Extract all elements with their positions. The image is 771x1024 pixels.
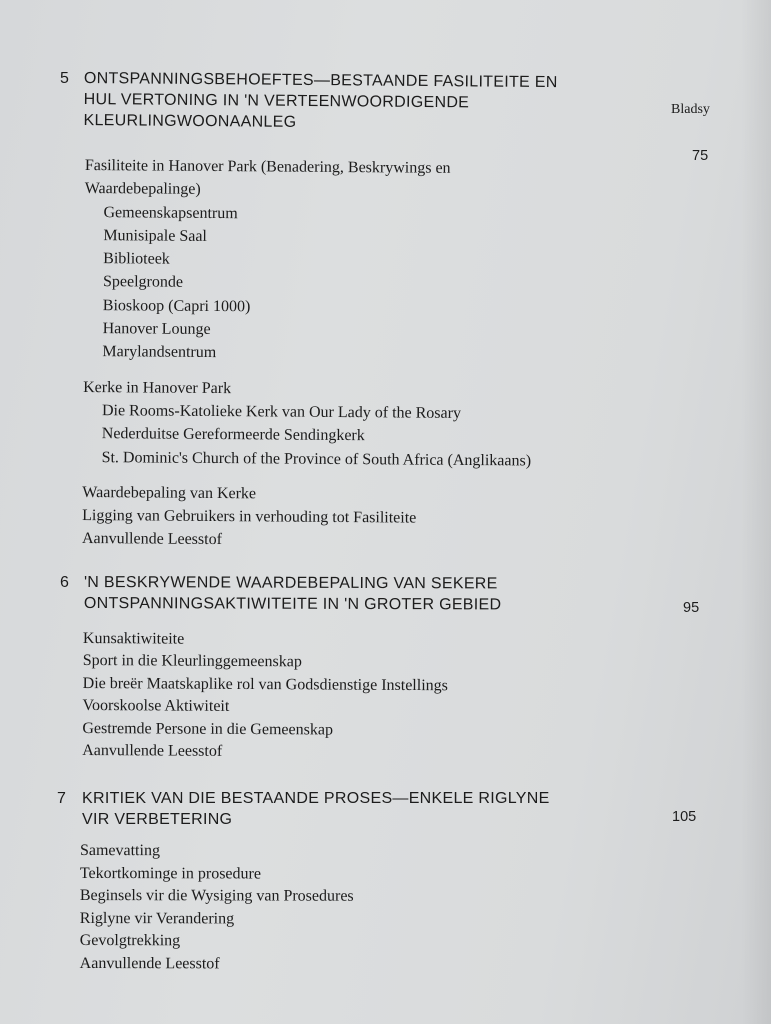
toc-entry: Fasiliteite in Hanover Park (Benadering, Beskrywings en — [84, 156, 451, 177]
toc-subentry: Marylandsentrum — [102, 343, 217, 362]
chapter-title-line: 'N BESKRYWENDE WAARDEBEPALING VAN SEKERE — [83, 574, 498, 593]
toc-entry: Waardebepalinge) — [84, 180, 201, 199]
toc-entry: Kerke in Hanover Park — [83, 378, 232, 397]
toc-subentry: Speelgronde — [102, 273, 184, 292]
chapter-number: 6 — [60, 574, 70, 591]
chapter-number: 7 — [57, 790, 67, 807]
toc-entry: Ligging van Gebruikers in verhouding tot Fasiliteite — [82, 507, 417, 527]
toc-subentry: St. Dominic's Church of the Province of South Africa (Anglikaans) — [101, 448, 532, 470]
chapter-title — [84, 572, 684, 616]
chapter-title-line: KLEURLINGWOONAANLEG — [83, 111, 297, 131]
toc-entry: Riglyne vir Verandering — [79, 909, 235, 928]
toc-entry: Sport in die Kleurlinggemeenskap — [82, 652, 302, 671]
toc-entry: Aanvullende Leesstof — [82, 742, 223, 760]
chapter-title-line: ONTSPANNINGSAKTIWITEITE IN 'N GROTER GEBIED — [83, 594, 502, 614]
bladsy-label: Bladsy — [671, 102, 710, 117]
toc-entry: Gevolgtrekking — [79, 932, 181, 950]
chapter-title — [83, 68, 684, 136]
chapter-title-line: VIR VERBETERING — [82, 811, 233, 828]
chapter-entries — [82, 154, 534, 554]
toc-subentry: Biblioteek — [103, 250, 170, 268]
chapter-entries — [80, 840, 354, 976]
toc-subentry: Die Rooms-Katolieke Kerk van Our Lady of the Rosary — [101, 402, 462, 422]
toc-subentry: Munisipale Saal — [103, 227, 207, 245]
toc-entry: Waardebepaling van Kerke — [82, 483, 257, 503]
chapter-title-line: ONTSPANNINGSBEHOEFTES—BESTAANDE FASILITEITE EN — [83, 69, 558, 92]
toc-subentry: Bioskoop (Capri 1000) — [102, 296, 251, 316]
chapter-entries — [82, 628, 448, 765]
toc-subentry: Nederduitse Gereformeerde Sendingkerk — [101, 425, 365, 445]
toc-entry: Aanvullende Leesstof — [81, 530, 222, 549]
toc-subentry: Hanover Lounge — [102, 320, 211, 339]
toc-entry: Gestremde Persone in die Gemeenskap — [82, 719, 334, 739]
chapter-title-line: KRITIEK VAN DIE BESTAANDE PROSES—ENKELE RIGLYNE — [82, 790, 550, 807]
toc-entry: Beginsels vir die Wysiging van Prosedures — [79, 887, 354, 905]
toc-entry: Aanvullende Leesstof — [79, 954, 220, 973]
toc-entry: Samevatting — [79, 842, 160, 860]
toc-entry: Voorskoolse Aktiwiteit — [82, 697, 230, 716]
chapter-page-number: 95 — [683, 600, 700, 616]
toc-subentry: Gemeenskapsentrum — [103, 203, 238, 222]
chapter-page-number: 75 — [692, 148, 709, 164]
chapter-page-number: 105 — [672, 809, 697, 825]
chapter-number: 5 — [60, 70, 70, 87]
toc-entry: Tekortkominge in prosedure — [79, 864, 261, 883]
page-edge-shadow — [741, 0, 771, 1024]
toc-entry: Kunsaktiwiteite — [82, 629, 185, 648]
toc-entry: Die breër Maatskaplike rol van Godsdienstige Instellings — [82, 674, 448, 695]
chapter-title-line: HUL VERTONING IN 'N VERTEENWOORDIGENDE — [83, 90, 470, 112]
chapter-title — [82, 788, 682, 830]
